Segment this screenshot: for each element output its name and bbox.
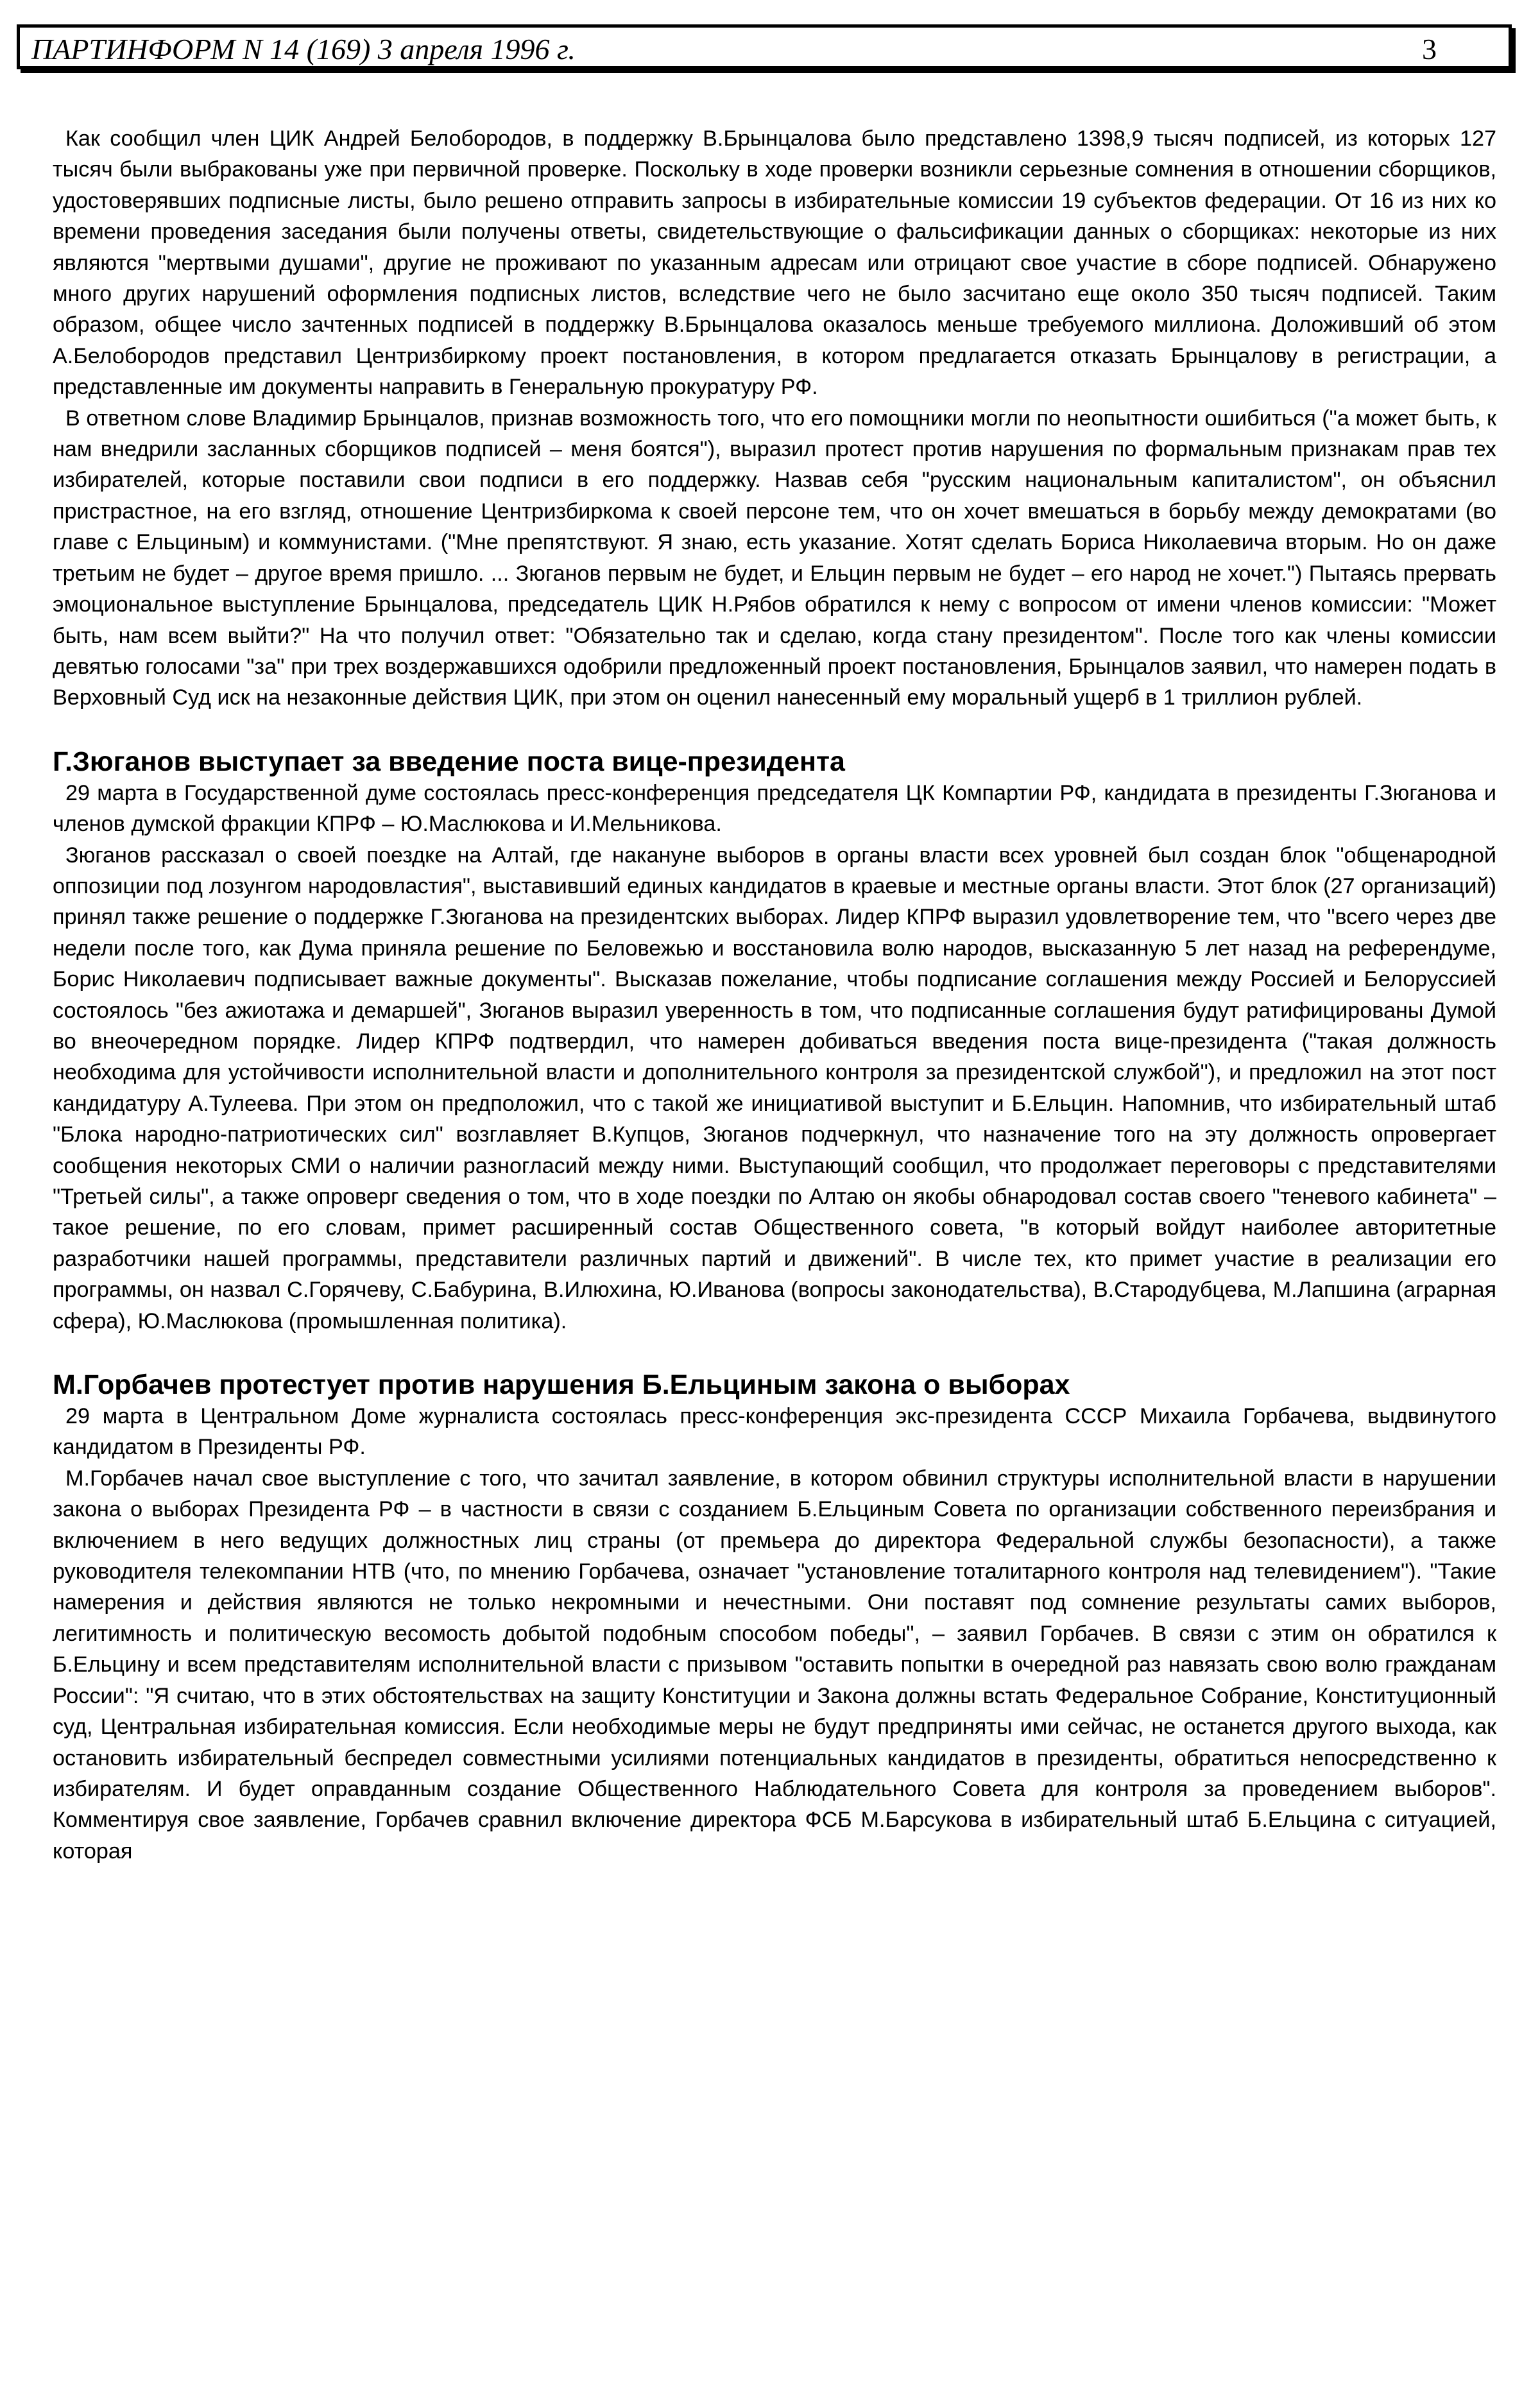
article-body: [53, 123, 1496, 1867]
paragraph: Зюганов рассказал о своей поездке на Алтай, где накануне выборов в органы власти всех уровней был создан блок "общенародной оппозиции под лозунгом народовластия", выставивший единых кандидатов в краевые и местные органы власти. Этот блок (27 организаций) принял также решение о поддержке Г.Зюганова на президентских выборах. Лидер КПРФ выразил удовлетворение тем, что "всего через две недели после того, как Дума приняла решение по Беловежью и восстановила волю народов, высказанную 5 лет назад на референдуме, Борис Николаевич подписывает важные документы". Высказав пожелание, чтобы подписание соглашения между Россией и Белоруссией состоялось "без ажиотажа и демаршей", Зюганов выразил уверенность в том, что подписанные соглашения будут ратифицированы Думой во внеочередном порядке. Лидер КПРФ подтвердил, что намерен добиваться введения поста вице-президента ("такая должность необходима для устойчивости исполнительной власти и дополнительного контроля за президентской службой"), и предложил на этот пост кандидатуру А.Тулеева. При этом он предположил, что с такой же инициативой выступит и Б.Ельцин. Напомнив, что избирательный штаб "Блока народно-патриотических сил" возглавляет В.Купцов, Зюганов подчеркнул, что назначение того на эту должность опровергает сообщения некоторых СМИ о наличии разногласий между ними. Выступающий сообщил, что продолжает переговоры с представителями "Третьей силы", а также опроверг сведения о том, что в ходе поездки по Алтаю он якобы обнародовал состав своего "теневого кабинета" – такое решение, по его словам, примет расширенный состав Общественного совета, "в который войдут наиболее авторитетные разработчики нашей программы, представители различных партий и движений". В числе тех, кто примет участие в реализации его программы, он назвал С.Горячеву, С.Бабурина, В.Илюхина, Ю.Иванова (вопросы законодательства), В.Стародубцева, М.Лапшина (аграрная сфера), Ю.Маслюкова (промышленная политика).: [53, 843, 1496, 1333]
paragraph: 29 марта в Центральном Доме журналиста состоялась пресс-конференция экс-президента СССР Михаила Горбачева, выдвинутого кандидатом в Президенты РФ.: [53, 1404, 1496, 1460]
paragraph: М.Горбачев начал свое выступление с того, что зачитал заявление, в котором обвинил структуры исполнительной власти в нарушении закона о выборах Президента РФ – в частности в связи с созданием Б.Ельциным Совета по организации собственного переизбрания и включением в него ведущих должностных лиц страны (от премьера до директора Федеральной службы безопасности), а также руководителя телекомпании НТВ (что, по мнению Горбачева, означает "установление тоталитарного контроля над телевидением"). "Такие намерения и действия являются не только некромными и нечестными. Они поставят под сомнение результаты самих выборов, легитимность и политическую весомость добытой подобным способом победы", – заявил Горбачев. В связи с этим он обратился к Б.Ельцину и всем представителям исполнительной власти с призывом "оставить попытки в очередной раз навязать свою волю гражданам России": "Я считаю, что в этих обстоятельствах на защиту Конституции и Закона должны встать Федеральное Собрание, Конституционный суд, Центральная избирательная комиссия. Если необходимые меры не будут предприняты ими сейчас, не останется другого выхода, как остановить избирательный беспредел совместными усилиями потенциальных кандидатов в президенты, обратиться непосредственно к избирателям. И будет оправданным создание Общественного Наблюдательного Совета для контроля за проведением выборов". Комментируя свое заявление, Горбачев сравнил включение директора ФСБ М.Барсукова в избирательный штаб Б.Ельцина с ситуацией, которая: [53, 1466, 1496, 1864]
publication-title: ПАРТИНФОРМ N 14 (169) 3 апреля 1996 г.: [31, 33, 576, 65]
page-number: 3: [1422, 33, 1437, 65]
paragraph: Как сообщил член ЦИК Андрей Белобородов, в поддержку В.Брынцалова было представлено 1398,9 тысяч подписей, из которых 127 тысяч были выбракованы уже при первичной проверке. Поскольку в ходе проверки возникли серьезные сомнения в отношении сборщиков, удостоверявших подписные листы, было решено отправить запросы в избирательные комиссии 19 субъектов федерации. От 16 из них ко времени проведения заседания были получены ответы, свидетельствующие о фальсификации данных о сборщиках: некоторые из них являются "мертвыми душами", другие не проживают по указанным адресам или отрицают свое участие в сборе подписей. Обнаружено много других нарушений оформления подписных листов, вследствие чего не было засчитано еще около 350 тысяч подписей. Таким образом, общее число зачтенных подписей в поддержку В.Брынцалова оказалось меньше требуемого миллиона. Доложивший об этом А.Белобородов представил Центризбиркому проект постановления, в котором предлагается отказать Брынцалову в регистрации, а представленные им документы направить в Генеральную прокуратуру РФ.: [53, 126, 1496, 400]
page-header: [17, 24, 1512, 69]
article-heading: М.Горбачев протестует против нарушения Б.Ельциным закона о выборах: [53, 1369, 1070, 1401]
article-gorbachev: [53, 1369, 1496, 1867]
paragraph: В ответном слове Владимир Брынцалов, признав возможность того, что его помощники могли по неопытности ошибиться ("а может быть, к нам внедрили засланных сборщиков подписей – меня боятся"), выразил протест против нарушения по формальным признакам прав тех избирателей, которые поставили свои подписи в его поддержку. Назвав себя "русским национальным капиталистом", он объяснил пристрастное, на его взгляд, отношение Центризбиркома к своей персоне тем, что он хочет вмешаться в борьбу между демократами (во главе с Ельциным) и коммунистами. ("Мне препятствуют. Я знаю, есть указание. Хотят сделать Бориса Николаевича вторым. Но он даже третьим не будет – другое время пришло. ... Зюганов первым не будет, и Ельцин первым не будет – его народ не хочет.") Пытаясь прервать эмоциональное выступление Брынцалова, председатель ЦИК Н.Рябов обратился к нему с вопросом от имени членов комиссии: "Может быть, нам всем выйти?" На что получил ответ: "Обязательно так и сделаю, когда стану президентом". После того как члены комиссии девятью голосами "за" при трех воздержавшихся одобрили предложенный проект постановления, Брынцалов заявил, что намерен подать в Верховный Суд иск на незаконные действия ЦИК, при этом он оценил нанесенный ему моральный ущерб в 1 триллион рублей.: [53, 406, 1496, 710]
article-heading: Г.Зюганов выступает за введение поста вице-президента: [53, 746, 845, 777]
article-zyuganov: [53, 746, 1496, 1337]
paragraph: 29 марта в Государственной думе состоялась пресс-конференция председателя ЦК Компартии РФ, кандидата в президенты Г.Зюганова и членов думской фракции КПРФ – Ю.Маслюкова и И.Мельникова.: [53, 780, 1496, 837]
